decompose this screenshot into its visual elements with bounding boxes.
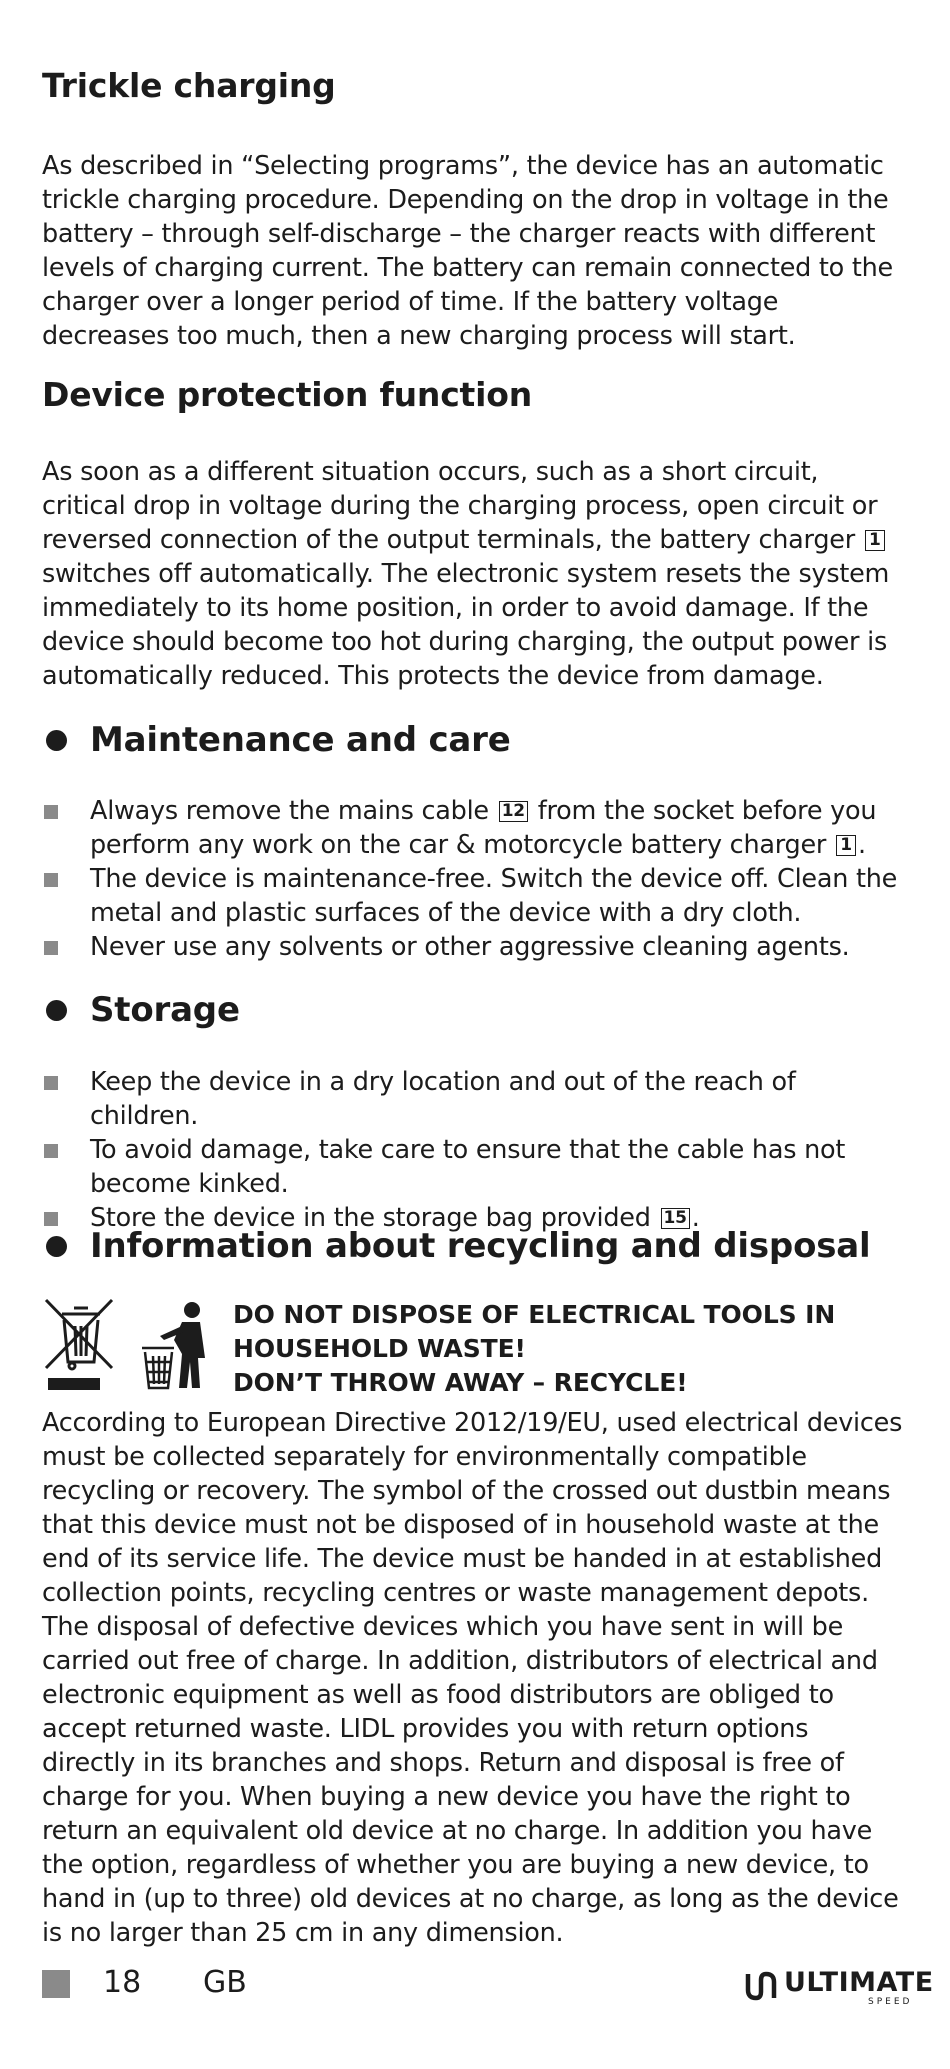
protection-heading-block xyxy=(42,375,532,414)
crossed-bin-icon xyxy=(42,1296,212,1406)
warning-line: DON’T THROW AWAY – RECYCLE! xyxy=(233,1368,688,1397)
square-bullet-icon xyxy=(44,805,58,819)
trickle-text: As described in “Selecting programs”, the device has an automatic trickle charging procedure. Depending on the drop in voltage in the battery – through self-discharge – the charger reacts with different levels of charging current. The battery can remain connected to the charger over a longer period of time. If the battery voltage decreases too much, then a new charging process will start. xyxy=(42,151,893,351)
bullet-dot-icon xyxy=(46,1000,67,1021)
trickle-heading: Trickle charging xyxy=(42,66,336,105)
square-bullet-icon xyxy=(44,873,58,887)
protection-text-start: As soon as a different situation occurs, such as a short circuit, critical drop in voltage during the charging process, open circuit or reversed connection of the output terminals, the battery charger xyxy=(42,457,878,555)
storage-heading-block xyxy=(42,990,240,1030)
bullet-dot-icon xyxy=(46,730,67,751)
recycling-heading-block xyxy=(42,1226,870,1266)
page-number: 18 xyxy=(103,1965,142,2000)
part-ref-charger: 1 xyxy=(865,530,885,551)
storage-list xyxy=(42,1065,908,1235)
footer-marker xyxy=(42,1970,70,1998)
weee-notice xyxy=(42,1296,908,1406)
square-bullet-icon xyxy=(44,1076,58,1090)
storage-heading: Storage xyxy=(90,990,240,1030)
warning-line: DO NOT DISPOSE OF ELECTRICAL TOOLS IN xyxy=(233,1300,836,1329)
protection-heading: Device protection function xyxy=(42,375,533,414)
bullet-dot-icon xyxy=(46,1236,67,1257)
list-item: To avoid damage, take care to ensure that the cable has not become kinked. xyxy=(42,1133,908,1201)
list-item: The device is maintenance-free. Switch the device off. Clean the metal and plastic surfaces of the device with a dry cloth. xyxy=(42,862,908,930)
brand-logo xyxy=(744,1967,934,2008)
protection-text-end: switches off automatically. The electronic system resets the system immediately to its home position, in order to avoid damage. If the device should become too hot during charging, the output power is automatically reduced. This protects the device from damage. xyxy=(42,559,890,691)
part-ref-charger: 1 xyxy=(836,835,856,856)
person-bin-icon xyxy=(142,1302,205,1388)
list-item: Store the device in the storage bag provided 15 . xyxy=(42,1201,908,1235)
maintenance-heading: Maintenance and care xyxy=(90,720,511,760)
brand-name: ULTIMATE xyxy=(784,1967,934,1998)
list-item: Never use any solvents or other aggressive cleaning agents. xyxy=(42,930,908,964)
part-ref-storage-bag: 15 xyxy=(661,1208,690,1229)
maintenance-list xyxy=(42,794,908,964)
part-ref-mains-cable: 12 xyxy=(499,801,528,822)
weee-warning xyxy=(233,1298,835,1400)
trickle-heading-block xyxy=(42,66,336,105)
maintenance-heading-block xyxy=(42,720,511,760)
square-bullet-icon xyxy=(44,1144,58,1158)
square-bullet-icon xyxy=(44,941,58,955)
recycling-heading: Information about recycling and disposal xyxy=(90,1226,871,1266)
list-item: Keep the device in a dry location and out of the reach of children. xyxy=(42,1065,908,1133)
square-bullet-icon xyxy=(44,1212,58,1226)
list-item: Always remove the mains cable 12 from the socket before you perform any work on the car & motorcycle battery charger 1 . xyxy=(42,794,908,862)
language-code: GB xyxy=(203,1965,247,2000)
brand-mark-icon xyxy=(744,1968,778,2002)
protection-text xyxy=(42,455,908,693)
brand-subtitle: SPEED xyxy=(868,1997,913,2007)
recycling-text: According to European Directive 2012/19/EU, used electrical devices must be collected separately for environmentally compatible recycling or recovery. The symbol of the crossed out dustbin means that this device must not be disposed of in household waste at the end of its service life. The device must be handed in at established collection points, recycling centres or waste management depots. The disposal of defective devices which you have sent in will be carried out free of charge. In addition, distributors of electrical and electronic equipment as well as food distributors are obliged to accept returned waste. LIDL provides you with return options directly in its branches and shops. Return and disposal is free of charge for you. When buying a new device you have the right to return an equivalent old device at no charge. In addition you have the option, regardless of whether you are buying a new device, to hand in (up to three) old devices at no charge, as long as the device is no larger than 25 cm in any dimension. xyxy=(42,1408,903,1948)
warning-line: HOUSEHOLD WASTE! xyxy=(233,1334,526,1363)
